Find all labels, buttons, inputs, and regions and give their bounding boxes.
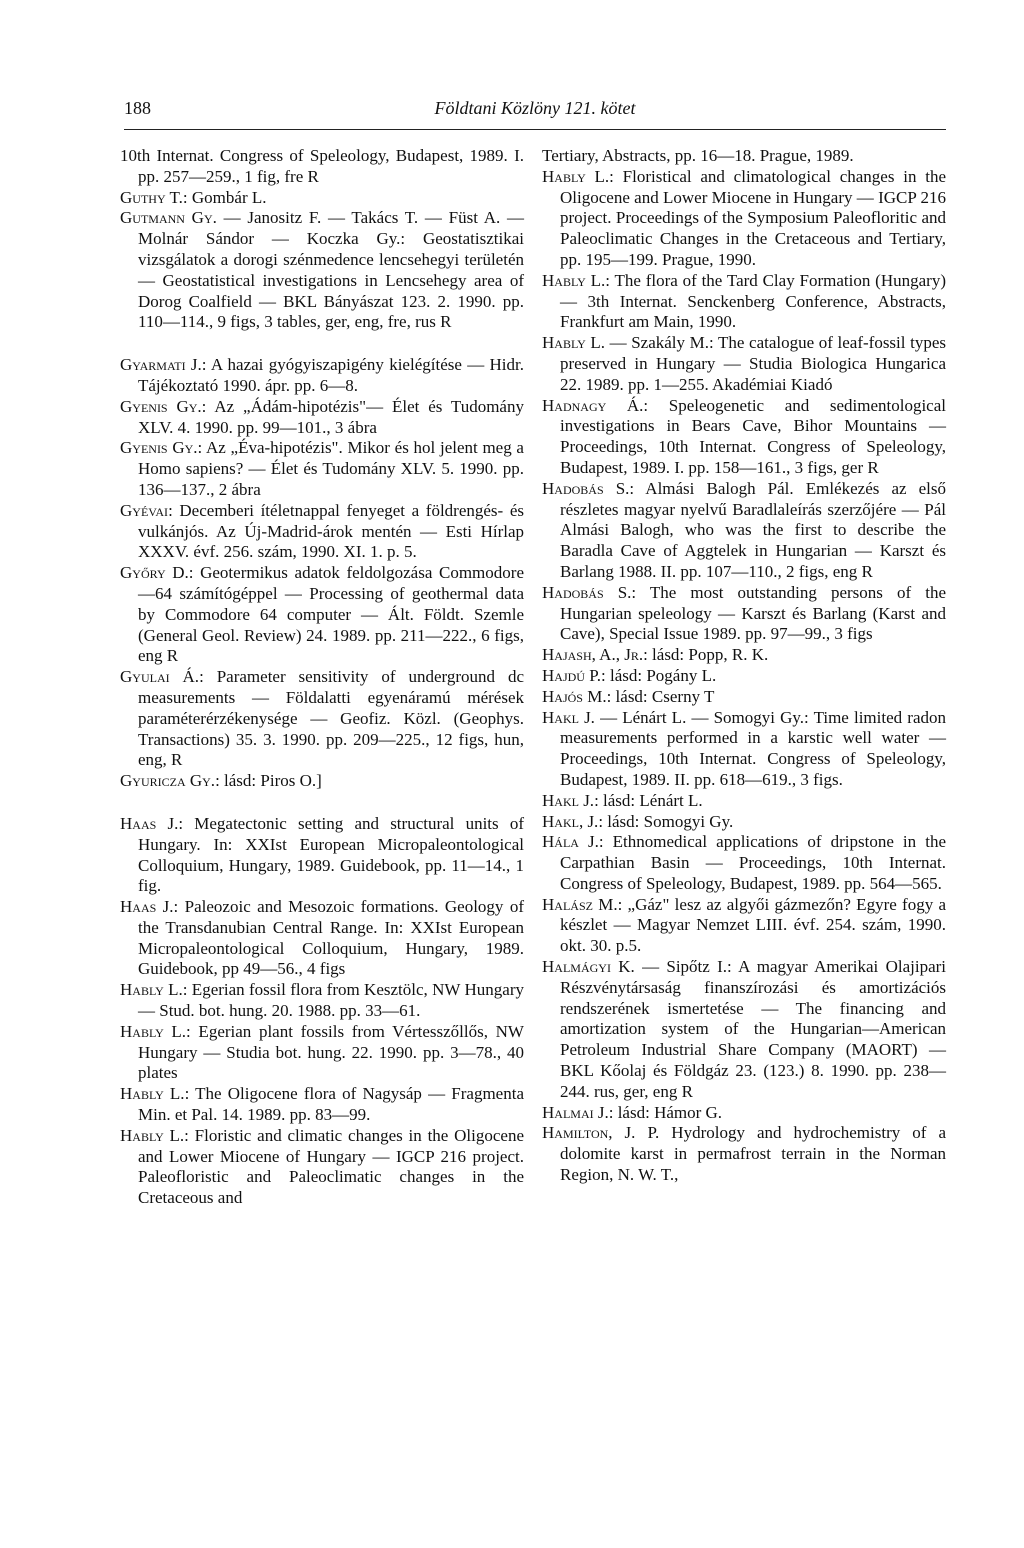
entry-text: — Lénárt L. — Somogyi Gy.: Time limited radon measurements performed in a karstic well water — Proceedings, 10th Internat. Congress of Speleology, Budapest, 1989. II. pp. 618—619., 3 figs. [560, 707, 946, 789]
entry-author: Győry D. [120, 563, 189, 583]
entry-author: Haas J. [120, 897, 174, 917]
entry-author: Hably L. [542, 333, 605, 353]
entry-author: Hably L. [542, 166, 610, 186]
bibliography-entry [120, 897, 524, 980]
entry-author: Gutmann Gy. [120, 208, 217, 228]
bibliography-entry [542, 832, 946, 894]
bibliography-entry [120, 355, 524, 397]
entry-text: — Janositz F. — Takács T. — Füst A. — Molnár Sándor — Koczka Gy.: Geostatisztikai vizsgálatok a dorogi szénmedence lencsehegyi területén — Geostatistical investigations in Lencsehegy area of Dorog Coalfield — BKL Bányászat 123. 2. 1990. pp. 110—114., 9 figs, 3 tables, ger, eng, fre, rus R [138, 208, 525, 332]
bibliography-entry [542, 957, 946, 1103]
bibliography-entry [542, 812, 946, 833]
entry-text: — Szakály M.: The catalogue of leaf-fossil types preserved in Hungary — Studia Biologica Hungarica 22. 1989. pp. 1—255. Akadémiai Kiadó [560, 333, 946, 394]
entry-text: : Almási Balogh Pál. Emlékezés az első részletes magyar nyelvű Baradlaleírás szerzőjére — Pál Almási Balogh, who was the first to describe the Baradla Cave of Aggtelek in Hungarian — Karszt és Barlang 1988. II. pp. 107—110., 2 figs, eng R [560, 478, 947, 581]
bibliography-entry [542, 583, 946, 645]
entry-author: Hadobás S. [542, 582, 632, 602]
bibliography-entry [120, 397, 524, 439]
entry-author: Hamilton, J. P. [542, 1123, 660, 1143]
bibliography-entry [120, 1084, 524, 1126]
bibliography-entry [120, 667, 524, 771]
entry-author: Halász M. [542, 894, 618, 914]
entry-text: — Sipőtz I.: A magyar Amerikai Olajipari Részvénytársaság finanszírozási és amortizációs rendszerének ismertetése — The financing and amortization system of the Hungarian—American Petroleum Industrial Share Company (MAORT) — BKL Kőolaj és Földgáz 23. (123.) 8. 1990. pp. 238—244. rus, ger, eng R [560, 957, 946, 1101]
entry-text: : Parameter sensitivity of underground dc measurements — Földalatti egyenáramú mérések paraméterérzékenysége — Geofiz. Közl. (Geophys. Transactions) 35. 3. 1990. pp. 209—225., 12 figs, hun, eng, R [138, 667, 524, 770]
entry-text: : The Oligocene flora of Nagysáp — Fragmenta Min. et Pal. 14. 1989. pp. 83—99. [138, 1084, 524, 1125]
header-rule [124, 129, 946, 130]
entry-text: : Az „Éva-hipotézis". Mikor és hol jelent meg a Homo sapiens? — Élet és Tudomány XLV. 5. 1990. pp. 136—137., 2 ábra [138, 438, 524, 499]
entry-author: Hably L. [120, 1125, 185, 1145]
bibliography-entry [120, 980, 524, 1022]
entry-text: : Paleozoic and Mesozoic formations. Geology of the Transdanubian Central Range. In: XXIst European Micropaleontological Colloquium, Hungary, 1989. Guidebook, pp 49—56., 4 figs [138, 897, 524, 979]
entry-author: Gyuricza Gy. [120, 771, 216, 791]
bibliography-entry [542, 895, 946, 957]
entry-text: : Floristic and climatic changes in the Oligocene and Lower Miocene of Hungary — IGCP 216 project. Paleofloristic and Paleoclimatic changes in the Cretaceous and [138, 1125, 524, 1208]
entry-author: Hably L. [120, 1021, 187, 1041]
entry-author: Hadobás S. [542, 478, 630, 498]
page-header [124, 96, 946, 120]
bibliography-entry [542, 791, 946, 812]
entry-author: Gyulai Á. [120, 667, 200, 687]
page-number: 188 [124, 98, 151, 118]
bibliography-entry [120, 563, 524, 667]
entry-text: : Geotermikus adatok feldolgozása Commodore—64 számítógéppel — Processing of geothermal data by Commodore 64 computer — Ált. Földt. Szemle (General Geol. Review) 24. 1989. pp. 211—222., 6 figs, eng R [138, 563, 524, 666]
entry-author: Hably L. [120, 980, 183, 1000]
entry-text: : Decemberi ítéletnappal fenyeget a földrengés- és vulkánjós. Az Új-Madrid-árok mentén — Esti Hírlap XXXV. évf. 256. szám, 1990. XI. 1. p. 5. [138, 500, 524, 562]
bibliography-entry [120, 1126, 524, 1209]
entry-author: Hadnagy Á. [542, 395, 644, 415]
bibliography-entry [542, 333, 946, 395]
entry-text: : A hazai gyógyiszapigény kielégítése — Hidr. Tájékoztató 1990. ápr. pp. 6—8. [138, 355, 524, 395]
entry-text: 10th Internat. Congress of Speleology, Budapest, 1989. I. pp. 257—259., 1 fig, fre R [120, 146, 524, 186]
entry-text: : lásd: Hámor G. [608, 1102, 723, 1122]
entry-author: Gyenis Gy. [120, 396, 202, 416]
bibliography-entry [120, 771, 524, 792]
entry-author: Halmágyi K. [542, 957, 635, 977]
bibliography-entry [120, 438, 524, 500]
right-column [542, 146, 946, 1186]
entry-text: : The most outstanding persons of the Hungarian speleology — Karszt és Barlang (Karst and Cave), Special Issue 1989. pp. 97—99., 3 figs [560, 582, 946, 644]
bibliography-entry [542, 1103, 946, 1124]
entry-author: Hála J. [542, 832, 599, 852]
entry-text: : Az „Ádám-hipotézis"— Élet és Tudomány XLV. 4. 1990. pp. 99—101., 3 ábra [138, 396, 524, 437]
entry-text: : Egerian plant fossils from Vértesszőllős, NW Hungary — Studia bot. hung. 22. 1990. pp. 3—78., 40 plates [138, 1021, 524, 1083]
bibliography-entry [542, 479, 946, 583]
bibliography-entry [542, 687, 946, 708]
bibliography-entry [120, 501, 524, 563]
entry-text: : lásd: Lénárt L. [594, 790, 703, 810]
entry-author: Hakl J. [542, 790, 595, 810]
entry-author: Hajós M. [542, 686, 607, 706]
entry-text: : lásd: Popp, R. K. [643, 645, 769, 665]
entry-author: Hably L. [120, 1084, 185, 1104]
bibliography-entry [120, 1022, 524, 1084]
entry-author: Hakl J. [542, 707, 595, 727]
bibliography-entry [542, 1123, 946, 1185]
bibliography-entry [542, 645, 946, 666]
entry-text: : The flora of the Tard Clay Formation (Hungary) — 3th Internat. Senckenberg Conference, Abstracts, Frankfurt am Main, 1990. [560, 270, 946, 332]
entry-text: : lásd: Somogyi Gy. [598, 811, 734, 831]
bibliography-entry [120, 146, 524, 188]
entry-author: Hajash, A., Jr. [542, 645, 644, 665]
entry-text: : lásd: Pogány L. [601, 665, 717, 685]
entry-author: Gyenis Gy. [120, 438, 198, 458]
bibliography-entry [542, 396, 946, 479]
entry-author: Halmai J. [542, 1102, 609, 1122]
entry-author: Gyévai [120, 500, 169, 520]
entry-text: : Egerian fossil flora from Kesztölc, NW Hungary — Stud. bot. hung. 20. 1988. pp. 33—61. [138, 980, 524, 1021]
entry-text: : Speleogenetic and sedimentological investigations in Bears Cave, Bihor Mountains — Proceedings, 10th Internat. Congress of Speleology, Budapest, 1989. I. pp. 158—161., 3 figs, ger R [560, 395, 946, 477]
entry-text: Tertiary, Abstracts, pp. 16—18. Prague, 1989. [542, 146, 854, 165]
entry-author: Hakl, J. [542, 811, 599, 831]
entry-author: Hajdú P. [542, 665, 602, 685]
entry-text: : „Gáz" lesz az algyői gázmezőn? Egyre fogy a készlet — Magyar Nemzet LIII. évf. 254. szám, 1990. okt. 30. p.5. [560, 894, 946, 956]
bibliography-entry [542, 708, 946, 791]
entry-text: : Megatectonic setting and structural units of Hungary. In: XXIst European Micropaleontological Colloquium, Hungary, 1989. Guidebook, pp. 11—14., 1 fig. [138, 813, 524, 896]
entry-author: Haas J. [120, 813, 179, 833]
entry-text: : Ethnomedical applications of dripstone in the Carpathian Basin — Proceedings, 10th Internat. Congress of Speleology, Budapest, 1989. pp. 564—565. [560, 832, 946, 893]
entry-text: : lásd: Cserny T [606, 686, 715, 706]
entry-text: : lásd: Piros O.] [215, 771, 322, 791]
running-title: Földtani Közlöny 121. kötet [434, 98, 636, 118]
entry-text: : Floristical and climatological changes in the Oligocene and Lower Miocene in Hungary — IGCP 216 project. Proceedings of the Symposium Paleofloritic and Paleoclimatic Changes in the Cretaceous and Tertiary, pp. 195—199. Prague, 1990. [560, 166, 946, 269]
entry-author: Gyarmati J. [120, 355, 202, 375]
bibliography-entry [542, 167, 946, 271]
entry-author: Guthy T. [120, 187, 183, 207]
entry-text: : Gombár L. [182, 187, 267, 207]
bibliography-entry [120, 208, 524, 333]
bibliography-entry [120, 814, 524, 897]
entry-author: Hably L. [542, 270, 606, 290]
left-column [120, 146, 524, 1209]
bibliography-entry [120, 188, 524, 209]
entry-text: Hydrology and hydrochemistry of a dolomite karst in permafrost terrain in the Norman Region, N. W. T., [560, 1123, 946, 1185]
bibliography-entry [542, 146, 946, 167]
bibliography-entry [542, 271, 946, 333]
bibliography-entry [542, 666, 946, 687]
